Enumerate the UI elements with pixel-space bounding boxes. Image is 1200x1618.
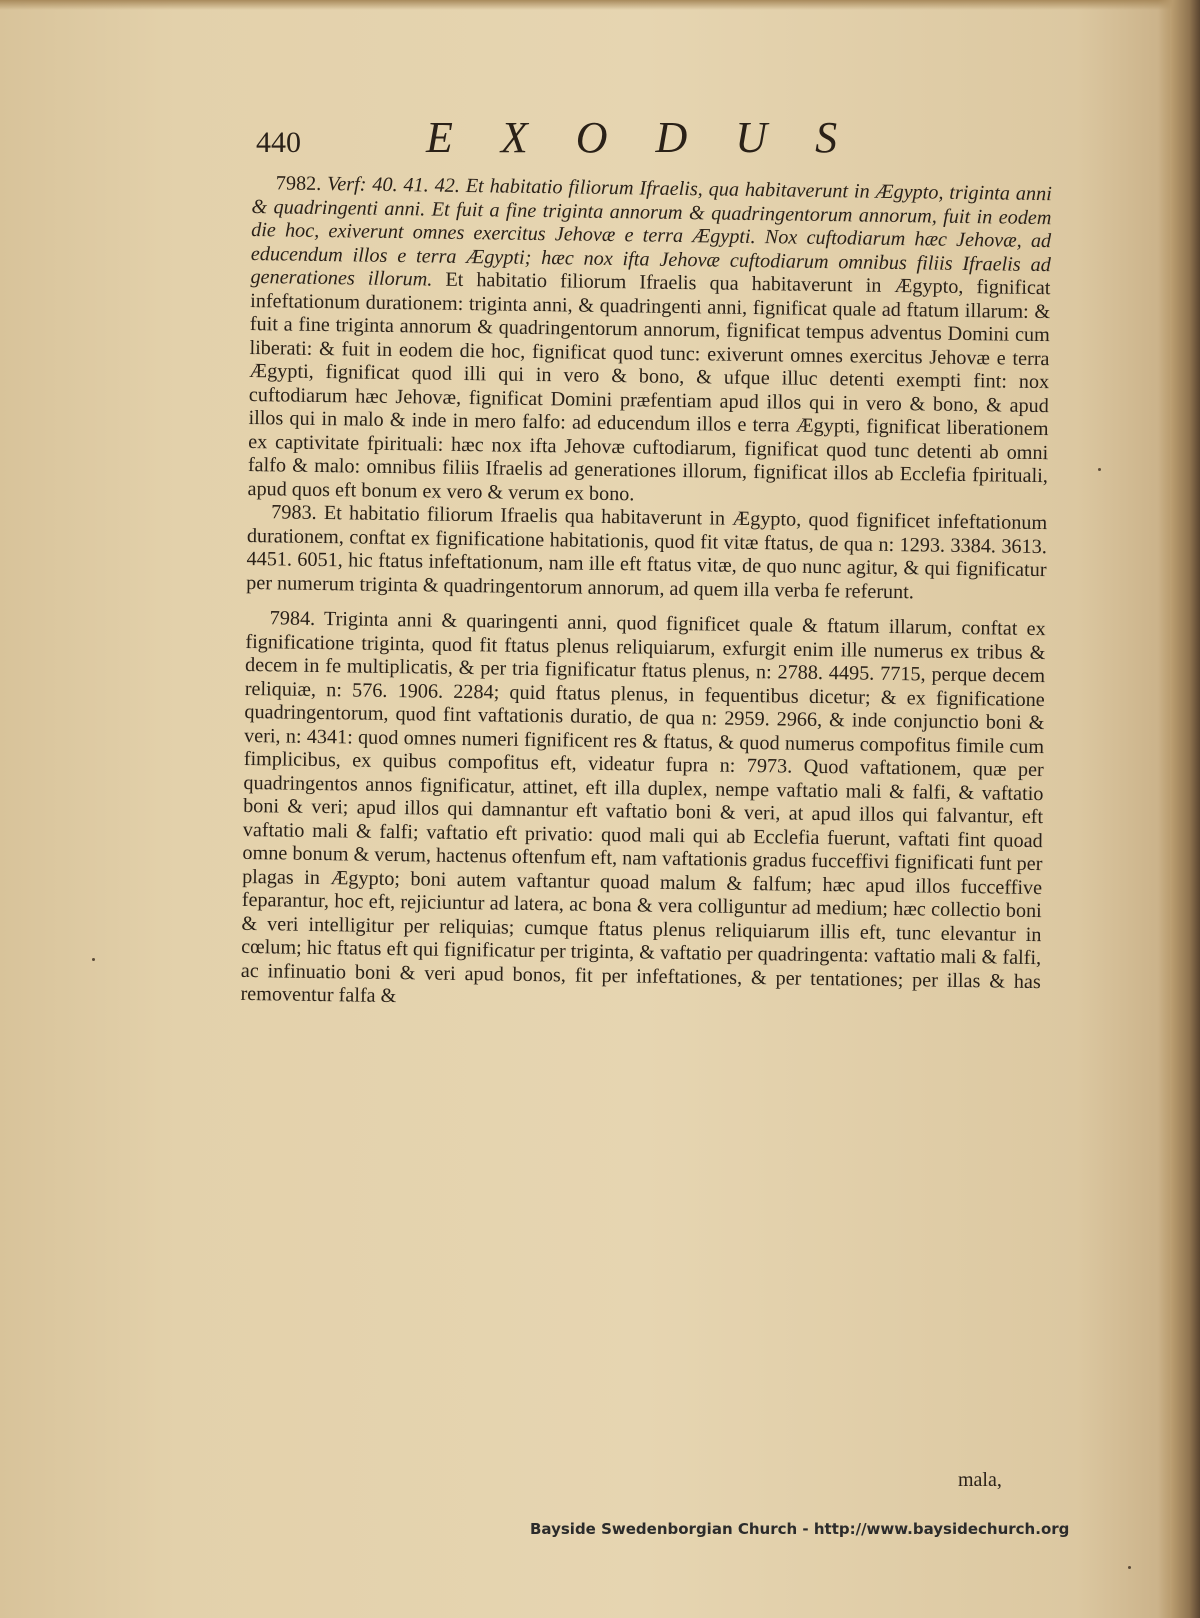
paragraph-number: 7983.: [271, 501, 317, 524]
page-header: [256, 112, 1096, 172]
paragraph-text: Triginta anni & quaringenti anni, quod fignificet quale & ftatum illarum, conftat ex fignificatione triginta, quod fit ftatus plenus reliquiarum, exfurgit enim ille numerus ex tribus & decem in fe multiplicatis, & per tria fignificatur ftatus plenus, n: 2788. 4495. 7715, perque decem reliquiæ, n: 576. 1906. 2284; quid ftatus plenus, in fequentibus dicetur; & ex fignificatione quadringentorum, quod fint vaftationis duratio, de qua n: 2959. 2966, & inde conjunctio boni & veri, n: 4341: quod omnes numeri fignificent res & ftatus, & quod numerus compofitus fimile cum fimplicibus, ex quibus compofitus eft, videatur fupra n: 7973. Quod vaftationem, quæ per quadringentos annos fignificatur, attinet, eft illa duplex, nempe vaftatio mali & falfi, & vaftatio boni & veri; apud illos qui damnantur eft vaftatio boni & veri, at apud illos qui falvantur, eft vaftatio mali & falfi; vaftatio eft privatio: quod mali qui ab Ecclefia fuerunt, vaftati fint quoad omne bonum & verum, hactenus oftenfum eft, nam vaftationis gradus fucceffivi fignificati funt per plagas in Ægypto; boni autem vaftantur quoad malum & falfum; hæc apud illos fucceffive feparantur, hoc eft, rejiciuntur ad latera, ac bona & vera colliguntur ad medium; hæc collectio boni & veri intelligitur per reliquias; cumque ftatus plenus reliquiarum illis eft, tunc elevantur in cœlum; hic ftatus eft qui fignificatur per triginta, & vaftatio per quadringenta: vaftatio mali & falfi, ac infinuatio boni & veri apud bonos, fit per infeftationes, & per tentationes; per illas & has removentur falfa &: [240, 608, 1046, 1008]
paragraph-text: Et habitatio filiorum Ifraelis qua habitaverunt in Ægypto, quod fignificet infeftationum durationem, conftat ex fignificatione habitationis, quod fit vitæ ftatus, de qua n: 1293. 3384. 3613. 4451. 6051, hic ftatus infeftationum, nam ille eft ftatus vitæ, de quo nunc agitur, & qui fignificatur per numerum triginta & quadringentorum annorum, ad quem illa verba fe referunt.: [246, 502, 1048, 603]
book-spine-shadow: [1158, 0, 1200, 1618]
footer-credit: Bayside Swedenborgian Church - http://www.baysidechurch.org: [530, 1520, 1070, 1538]
paragraph-text: Et habitatio filiorum Ifraelis qua habitaverunt in Ægypto, fignificat infeftationum durationem: triginta anni, & quadringenti anni, fignificat quale ad ftatum illarum: & fuit a fine triginta annorum & quadringentorum annorum, fignificat tempus adventus Domini cum liberati: & fuit in eodem die hoc, fignificat quod tunc: exiverunt omnes exercitus Jehovæ e terra Ægypti, fignificat quod illi qui in vero & bono, & ufque illuc detenti exempti fint: nox cuftodiarum hæc Jehovæ, fignificat Domini præfentiam apud illos qui in vero & bono, & apud illos qui in malo & inde in mero falfo: ad educendum illos e terra Ægypti, fignificat liberationem ex captivitate fpirituali: hæc nox ifta Jehovæ cuftodiarum, fignificat quod tunc detenti ab omni falfo & malo: omnibus filiis Ifraelis ad generationes illorum, fignificat illos ab Ecclefia fpirituali, apud quos eft bonum ex vero & verum ex bono.: [247, 268, 1051, 505]
catchword: mala,: [958, 1469, 1002, 1491]
paper-speck: [1098, 468, 1101, 471]
paragraph-7982: [247, 172, 1052, 512]
body-text: [240, 172, 1052, 1018]
scripture-quote: Verf: 40. 41. 42. Et habitatio filiorum Ifraelis, qua habitaverunt in Ægypto, triginta anni & quadringenti anni. Et fuit a fine triginta annorum & quadringentorum annorum, fuit in eodem die hoc, exiverunt omnes exercitus Jehovæ e terra Ægypti. Nox cuftodiarum hæc Jehovæ, ad educendum illos e terra Ægypti; hæc nox ifta Jehovæ cuftodiarum omnibus filiis Ifraelis ad generationes illorum.: [250, 173, 1052, 291]
paragraph-7983: [246, 501, 1047, 606]
paper-speck: [1128, 1566, 1131, 1569]
page-number: 440: [256, 126, 301, 159]
paragraph-number: 7984.: [269, 607, 316, 630]
paragraph-number: 7982.: [275, 172, 322, 195]
paragraph-7984: [240, 607, 1045, 1018]
running-title: EXODUS: [426, 113, 886, 162]
paper-speck: [92, 958, 95, 961]
page-top-edge: [0, 0, 1200, 10]
